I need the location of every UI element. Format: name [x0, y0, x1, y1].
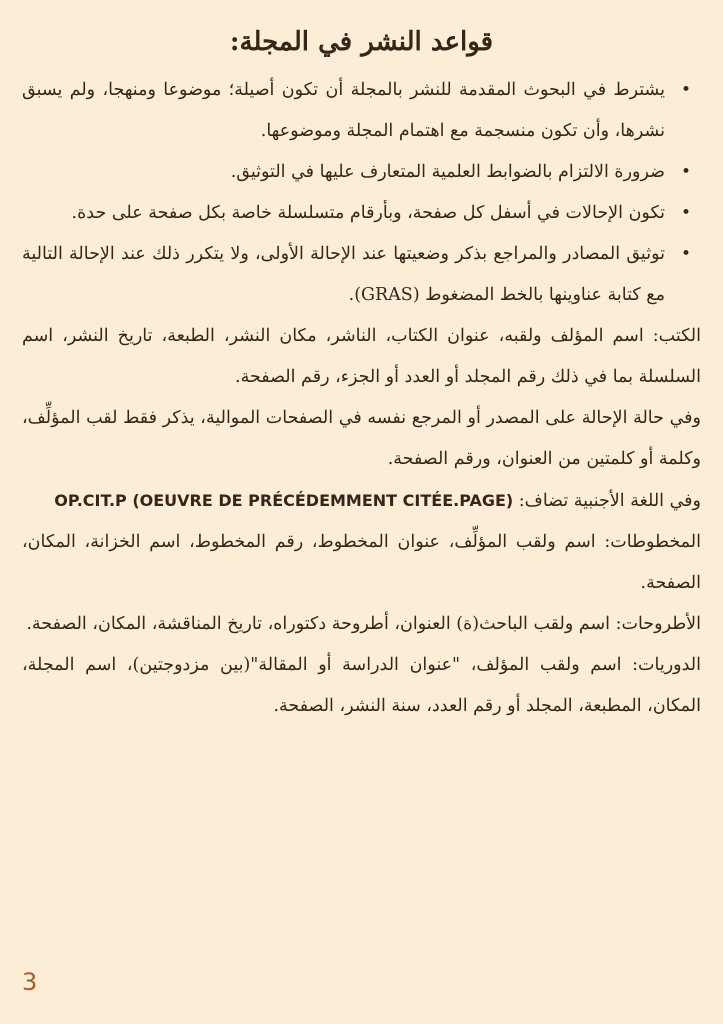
page-number: 3	[22, 968, 38, 996]
bullet-icon: •	[680, 162, 691, 182]
rule-text: تكون الإحالات في أسفل كل صفحة، وبأرقام متسلسلة خاصة بكل صفحة على حدة.	[71, 203, 665, 223]
rule-item	[22, 234, 701, 316]
manuscripts-paragraph: المخطوطات: اسم ولقب المؤلِّف، عنوان المخطوط، رقم المخطوط، اسم الخزانة، المكان، الصفحة.	[22, 532, 701, 593]
bullet-icon: •	[680, 244, 691, 264]
rule-text: ضرورة الالتزام بالضوابط العلمية المتعارف عليها في التوثيق.	[230, 162, 665, 182]
books-paragraph: الكتب: اسم المؤلف ولقبه، عنوان الكتاب، الناشر، مكان النشر، الطبعة، تاريخ النشر، اسم السلسلة بما في ذلك رقم المجلد أو العدد أو الجزء، رقم الصفحة.	[22, 326, 701, 387]
foreign-language-prefix: وفي اللغة الأجنبية تضاف:	[513, 491, 701, 511]
rule-text: يشترط في البحوث المقدمة للنشر بالمجلة أن تكون أصيلة؛ موضوعا ومنهجا، ولم يسبق نشرها، وأن تكون منسجمة مع اهتمام المجلة وموضوعها.	[22, 80, 665, 141]
periodicals-paragraph: الدوريات: اسم ولقب المؤلف، "عنوان الدراسة أو المقالة"(بين مزدوجتين)، اسم المجلة، المكان، المطبعة، المجلد أو رقم العدد، سنة النشر، الصفحة.	[22, 655, 701, 716]
rules-list	[22, 70, 701, 316]
rule-item	[22, 152, 701, 193]
document-page	[22, 14, 701, 727]
foreign-language-latin: OP.CIT.P (OEUVRE DE PRÉCÉDEMMENT CITÉE.PAGE)	[54, 491, 514, 510]
bullet-icon: •	[680, 203, 691, 223]
foreign-language-paragraph	[22, 480, 701, 522]
bullet-icon: •	[680, 80, 691, 100]
page-title: قواعد النشر في المجلة:	[229, 27, 494, 57]
rule-item	[22, 193, 701, 234]
rule-item	[22, 70, 701, 152]
repeat-reference-paragraph: وفي حالة الإحالة على المصدر أو المرجع نفسه في الصفحات الموالية، يذكر فقط لقب المؤلِّف، وكلمة أو كلمتين من العنوان، ورقم الصفحة.	[22, 408, 701, 469]
rule-text: توثيق المصادر والمراجع بذكر وضعيتها عند الإحالة الأولى، ولا يتكرر ذلك عند الإحالة التالية مع كتابة عناوينها بالخط المضغوط (GRAS).	[22, 244, 665, 305]
theses-paragraph: الأطروحات: اسم ولقب الباحث(ة) العنوان، أطروحة دكتوراه، تاريخ المناقشة، المكان، الصفحة.	[26, 614, 701, 634]
